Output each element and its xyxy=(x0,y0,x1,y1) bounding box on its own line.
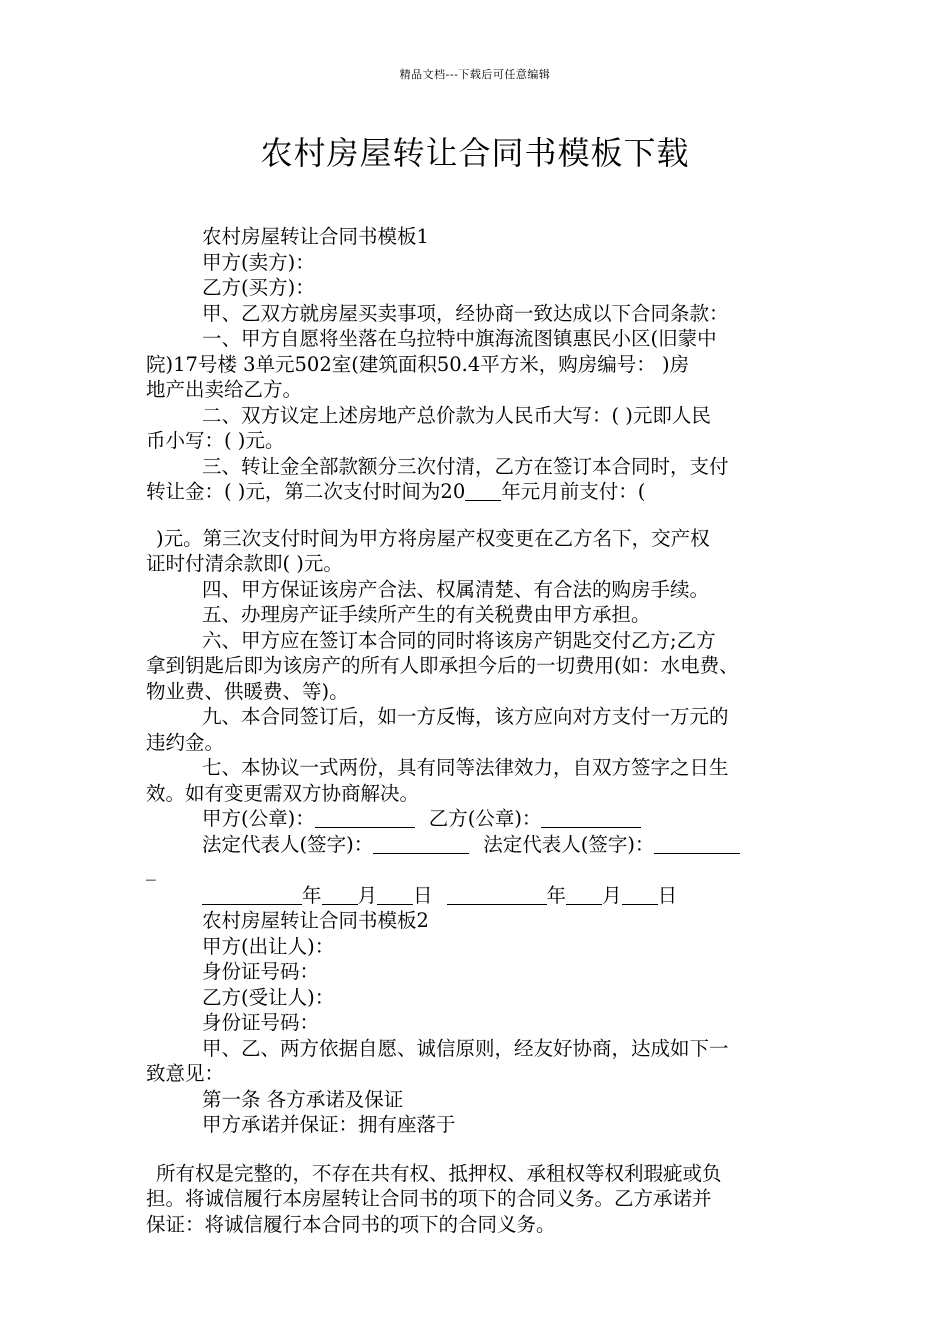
clause-9-line-1: 九、本合同签订后，如一方反悔，该方应向对方支付一万元的 xyxy=(202,705,729,728)
clause-5: 五、办理房产证手续所产生的有关税费由甲方承担。 xyxy=(202,603,651,626)
contract-intro: 甲、乙双方就房屋买卖事项，经协商一致达成以下合同条款： xyxy=(202,301,729,325)
clause-3-line-2 xyxy=(146,479,810,505)
document-body xyxy=(146,224,810,1237)
party-b-rep-blank xyxy=(654,833,740,854)
template2-intro-line-2: 致意见： xyxy=(146,1062,225,1085)
clause-6-line-2: 拿到钥匙后即为该房产的所有人即承担今后的一切费用(如：水电费、 xyxy=(146,654,739,677)
party-b-day-blank xyxy=(622,884,658,905)
clause-6-line-3: 物业费、供暖费、等)。 xyxy=(146,679,349,703)
article-1-heading: 第一条 各方承诺及保证 xyxy=(202,1087,404,1111)
ownership-line-2: 担。将诚信履行本房屋转让合同书的项下的合同义务。乙方承诺并 xyxy=(146,1187,712,1210)
party-b-seal-blank xyxy=(541,807,641,828)
clause-6-line-1: 六、甲方应在签订本合同的同时将该房产钥匙交付乙方;乙方 xyxy=(202,628,716,652)
party-b-buyer: 乙方(买方)： xyxy=(202,276,315,299)
document-title: 农村房屋转让合同书模板下载 xyxy=(260,134,690,172)
clause-3-line-4: 证时付清余款即( )元。 xyxy=(146,552,343,575)
clause-1-line-1: 一、甲方自愿将坐落在乌拉特中旗海流图镇惠民小区(旧蒙中 xyxy=(202,327,717,350)
party-b-rep-label: 法定代表人(签字)： xyxy=(483,832,655,856)
year-label-b: 年 xyxy=(546,883,567,907)
clause-1-line-3: 地产出卖给乙方。 xyxy=(146,378,303,401)
day-label-b: 日 xyxy=(657,883,678,907)
year-label-a: 年 xyxy=(302,883,322,907)
representative-blank-continuation: _ xyxy=(146,858,156,881)
representative-signature-line xyxy=(146,832,810,858)
clause-2-line-2: 币小写：( )元。 xyxy=(146,429,285,452)
page-header-note: 精品文档---下载后可任意编辑 xyxy=(399,68,551,81)
party-a-promise: 甲方承诺并保证：拥有座落于 xyxy=(202,1113,456,1136)
ownership-line-3: 保证：将诚信履行本合同书的项下的合同义务。 xyxy=(146,1212,556,1236)
party-a-id-number: 身份证号码： xyxy=(202,960,320,983)
clause-3-line-2-a: 转让金：( )元，第二次支付时间为20 xyxy=(146,480,466,503)
clause-3-line-3: )元。第三次支付时间为甲方将房屋产权变更在乙方名下，交产权 xyxy=(156,526,710,550)
clause-7-line-1: 七、本协议一式两份，具有同等法律效力，自双方签字之日生 xyxy=(202,756,729,779)
party-b-seal-label: 乙方(公章)： xyxy=(428,807,542,830)
date-line xyxy=(146,883,810,909)
party-a-seal-label: 甲方(公章)： xyxy=(202,807,315,830)
template2-heading: 农村房屋转让合同书模板2 xyxy=(202,909,429,932)
ownership-line-1: 所有权是完整的，不存在共有权、抵押权、承租权等权利瑕疵或负 xyxy=(156,1161,722,1185)
party-a-seller: 甲方(卖方)： xyxy=(202,250,315,274)
party-a-transferor: 甲方(出让人)： xyxy=(202,934,335,958)
party-a-seal-blank xyxy=(315,807,415,828)
party-a-year-blank xyxy=(202,884,302,905)
template1-heading: 农村房屋转让合同书模板1 xyxy=(202,225,429,248)
clause-1-line-2: 院)17号楼 3单元502室(建筑面积50.4平方米，购房编号： )房 xyxy=(146,352,690,376)
day-label-a: 日 xyxy=(413,883,433,907)
party-b-id-number: 身份证号码： xyxy=(202,1011,320,1034)
party-b-transferee: 乙方(受让人)： xyxy=(202,985,335,1009)
clause-3-line-1: 三、转让金全部款额分三次付清，乙方在签订本合同时，支付 xyxy=(202,454,729,478)
party-b-month-blank xyxy=(566,884,602,905)
clause-7-line-2: 效。如有变更需双方协商解决。 xyxy=(146,781,420,805)
party-b-year-blank xyxy=(447,884,547,905)
clause-4: 四、甲方保证该房产合法、权属清楚、有合法的购房手续。 xyxy=(202,577,710,601)
year-blank xyxy=(465,480,501,501)
clause-9-line-2: 违约金。 xyxy=(146,730,225,754)
month-label-b: 月 xyxy=(602,883,622,907)
month-label-a: 月 xyxy=(357,883,378,907)
party-a-month-blank xyxy=(322,884,358,905)
seal-signature-line xyxy=(146,806,810,832)
template2-intro-line-1: 甲、乙、两方依据自愿、诚信原则，经友好协商，达成如下一 xyxy=(202,1036,729,1060)
clause-2-line-1: 二、双方议定上述房地产总价款为人民币大写：( )元即人民 xyxy=(202,403,711,427)
clause-3-line-2-b: 年元月前支付：( xyxy=(501,480,646,503)
party-a-rep-label: 法定代表人(签字)： xyxy=(202,832,374,856)
party-a-day-blank xyxy=(377,884,413,905)
party-a-rep-blank xyxy=(373,833,469,854)
